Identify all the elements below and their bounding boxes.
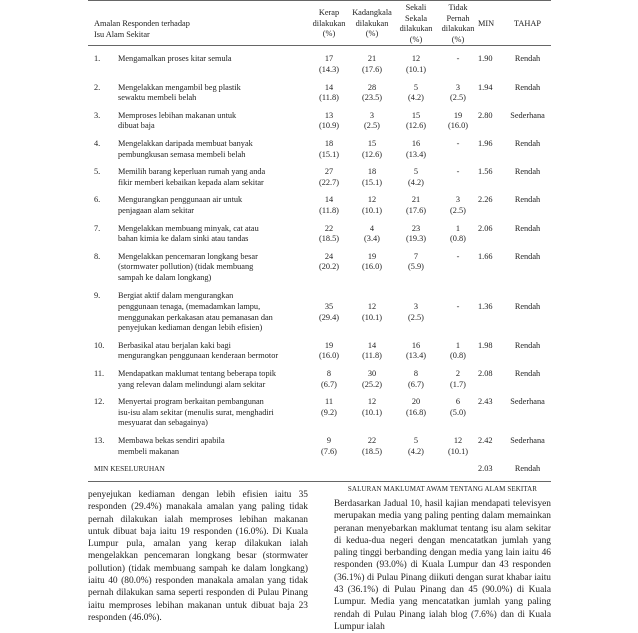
- cell-tidak-pernah: 2 (1.7): [450, 369, 466, 389]
- cell-sekali-sekala: 5 (4.2): [408, 167, 424, 187]
- cell-tahap: Rendah: [514, 138, 541, 148]
- cell-min: 2.08: [478, 369, 493, 379]
- left-paragraph: penyejukan kediaman dengan lebih efisien iaitu 35 responden (29.4%) manakala amalan yang paling tidak pernah dilakukan ialah memproses lebihan makanan untuk dibuat baja iaitu 19 responden (16.0%). Di Kuala Lumpur pula, amalan yang kerap dilakukan ialah mengelakkan pencemaran longkang besar (stormwater pollution) (tidak membuang sampah ke dalam longkang) iaitu 40 (80.0%) responden manakala amalan yang tidak pernah dilakukan sama seperti responden di Pulau Pinang iaitu memproses lebihan makanan untuk dibuat baja 23 responden (46.0%).: [88, 490, 308, 623]
- cell-tahap: Rendah: [514, 195, 541, 205]
- row-item: Mengamalkan proses kitar semula: [118, 54, 232, 64]
- header-tahap: TAHAP: [504, 1, 551, 46]
- header-tidak-pernah: Tidak Pernah dilakukan (%): [438, 1, 478, 46]
- results-table: [88, 0, 551, 482]
- cell-tahap: Rendah: [514, 82, 541, 92]
- cell-tidak-pernah: -: [456, 138, 460, 148]
- cell-min: 1.66: [478, 251, 493, 261]
- cell-sekali-sekala: 5 (4.2): [408, 82, 424, 103]
- cell-min: 1.56: [478, 167, 493, 177]
- cell-sekali-sekala: 21 (17.6): [405, 195, 427, 215]
- section-heading: SALURAN MAKLUMAT AWAM TENTANG ALAM SEKITAR: [347, 485, 538, 493]
- cell-min: 2.80: [478, 110, 493, 120]
- cell-kadangkala: 14 (11.8): [362, 340, 382, 361]
- cell-min: 2.43: [478, 397, 493, 407]
- cell-kadangkala: 12 (10.1): [361, 195, 383, 215]
- cell-tidak-pernah: -: [456, 251, 460, 261]
- row-number: 13.: [94, 436, 105, 445]
- table-row: [88, 248, 551, 287]
- cell-kerap: 35 (29.4): [318, 302, 340, 322]
- row-number: 11.: [94, 369, 105, 379]
- cell-min: 1.36: [478, 302, 493, 312]
- cell-kadangkala: 19 (16.0): [361, 251, 383, 272]
- cell-tahap: Rendah: [514, 54, 541, 64]
- header-kadangkala: Kadangkala dilakukan (%): [350, 1, 394, 46]
- cell-min: 1.90: [478, 54, 493, 64]
- cell-kadangkala: 18 (15.1): [361, 167, 383, 187]
- row-item: Berbasikal atau berjalan kaki bagi mengurangkan penggunaan kenderaan bermotor: [118, 340, 279, 361]
- cell-kerap: 17 (14.3): [318, 54, 340, 74]
- cell-sekali-sekala: 20 (16.8): [405, 397, 427, 417]
- table-row: [88, 163, 551, 191]
- cell-tahap: Rendah: [514, 340, 541, 350]
- table-row: [88, 393, 551, 432]
- row-number: 7.: [94, 223, 101, 233]
- row-number: 8.: [94, 251, 101, 261]
- cell-min: 1.94: [478, 82, 493, 92]
- table-row: [88, 107, 551, 135]
- cell-tahap: Sederhana: [510, 397, 545, 407]
- row-number: 12.: [94, 397, 105, 407]
- cell-tahap: Rendah: [514, 167, 541, 177]
- cell-tidak-pernah: 3 (2.5): [450, 82, 466, 103]
- row-number: 10.: [94, 340, 105, 350]
- row-number: 9.: [94, 291, 101, 301]
- total-tahap: Rendah: [504, 460, 551, 481]
- header-sekali-sekala: Sekali Sekala dilakukan (%): [394, 1, 438, 46]
- table-row: [88, 50, 551, 78]
- row-item: Mengelakkan mengambil beg plastik sewaktu membeli belah: [118, 82, 241, 103]
- cell-tahap: Sederhana: [510, 110, 545, 120]
- cell-kadangkala: 12 (10.1): [361, 397, 383, 417]
- cell-kadangkala: 3 (2.5): [364, 110, 380, 131]
- cell-kadangkala: 21 (17.6): [361, 54, 383, 74]
- table-row: [88, 337, 551, 365]
- body-text-right: [334, 498, 551, 633]
- row-item: Membawa bekas sendiri apabila membeli makanan: [118, 436, 225, 456]
- cell-tidak-pernah: 19 (16.0): [447, 110, 469, 131]
- row-item: Mendapatkan maklumat tentang beberapa topik yang relevan dalam melindungi alam sekitar: [118, 369, 277, 389]
- cell-kadangkala: 30 (25.2): [361, 369, 383, 389]
- cell-sekali-sekala: 3 (2.5): [408, 302, 424, 322]
- cell-kerap: 13 (10.9): [318, 110, 340, 131]
- cell-kadangkala: 4 (3.4): [364, 223, 380, 244]
- row-number: 4.: [94, 138, 101, 148]
- cell-tahap: Sederhana: [510, 436, 545, 445]
- row-item: Mengelakkan pencemaran longkang besar (stormwater pollution) (tidak membuang sampah ke dalam longkang): [118, 251, 258, 282]
- row-number: 5.: [94, 167, 101, 177]
- cell-sekali-sekala: 12 (10.1): [405, 54, 427, 74]
- cell-kerap: 14 (11.8): [319, 82, 339, 103]
- cell-kerap: 14 (11.8): [319, 195, 339, 215]
- cell-min: 1.98: [478, 340, 493, 350]
- table-row: [88, 432, 551, 460]
- cell-sekali-sekala: 8 (6.7): [408, 369, 424, 389]
- row-number: 6.: [94, 195, 101, 205]
- total-label: MIN KESELURUHAN: [88, 460, 478, 481]
- table-row: [88, 135, 551, 163]
- cell-tidak-pernah: 12 (10.1): [447, 436, 469, 456]
- right-paragraph: Berdasarkan Jadual 10, hasil kajian mendapati televisyen merupakan media yang paling penting dalam memainkan peranan menyebarkan maklumat tentang isu alam sekitar di kedua-dua negeri dengan mencatatkan jumlah yang paling tinggi berbanding dengan media yang lain iaitu 46 responden (93.0%) di Kuala Lumpur dan 43 responden (36.1%) di Pulau Pinang diikuti dengan surat khabar iaitu 43 (36.1%) di Pulau Pinang dan 45 (90.0%) di Kuala Lumpur. Media yang mencatatkan jumlah yang paling rendah di Pulau Pinang ialah blog (7.6%) dan di Kuala Lumpur ialah: [334, 499, 551, 632]
- cell-tidak-pernah: 1 (0.8): [450, 223, 466, 244]
- total-min: 2.03: [478, 460, 504, 481]
- cell-sekali-sekala: 7 (5.9): [408, 251, 424, 272]
- cell-kadangkala: 28 (23.5): [361, 82, 383, 103]
- row-number: 3.: [94, 110, 101, 120]
- cell-kerap: 9 (7.6): [321, 436, 337, 456]
- cell-sekali-sekala: 5 (4.2): [408, 436, 424, 456]
- cell-tidak-pernah: 6 (5.0): [450, 397, 466, 417]
- cell-tahap: Rendah: [514, 251, 541, 261]
- row-item: Mengelakkan daripada membuat banyak pembungkusan semasa membeli belah: [118, 138, 253, 159]
- cell-tahap: Rendah: [514, 369, 541, 379]
- cell-kadangkala: 22 (18.5): [361, 436, 383, 456]
- body-text-left: [88, 489, 308, 624]
- cell-kerap: 11 (9.2): [321, 397, 337, 417]
- cell-kadangkala: 15 (12.6): [361, 138, 383, 159]
- table-header-row: [88, 1, 551, 46]
- row-item: Bergiat aktif dalam mengurangkan penggunaan tenaga, (memadamkan lampu, menggunakan perkakasan atau pemanasan dan penyejukan kediaman dengan lebih efisien): [118, 291, 273, 333]
- cell-kerap: 19 (16.0): [318, 340, 340, 361]
- cell-min: 2.26: [478, 195, 493, 205]
- header-min: MIN: [478, 1, 504, 46]
- cell-min: 1.96: [478, 138, 493, 148]
- cell-sekali-sekala: 15 (12.6): [405, 110, 427, 131]
- cell-tidak-pernah: -: [456, 167, 460, 177]
- cell-kerap: 8 (6.7): [321, 369, 337, 389]
- cell-tidak-pernah: 3 (2.5): [450, 195, 466, 215]
- table-row: [88, 79, 551, 107]
- row-item: Mengelakkan membuang minyak, cat atau bahan kimia ke dalam sinki atau tandas: [118, 223, 259, 244]
- table-row: [88, 220, 551, 248]
- table-row: [88, 365, 551, 393]
- row-item: Memilih barang keperluan rumah yang anda fikir memberi kebaikan kepada alam sekitar: [118, 167, 266, 187]
- cell-tidak-pernah: -: [456, 54, 460, 64]
- cell-kerap: 24 (20.2): [318, 251, 340, 272]
- cell-kerap: 18 (15.1): [318, 138, 340, 159]
- header-kerap: Kerap dilakukan (%): [308, 1, 350, 46]
- cell-kerap: 22 (18.5): [318, 223, 340, 244]
- row-number: 2.: [94, 82, 101, 92]
- cell-sekali-sekala: 23 (19.3): [405, 223, 427, 244]
- header-amalan: Amalan Responden terhadap Isu Alam Sekitar: [88, 1, 308, 46]
- row-item: Menyertai program berkaitan pembangunan isu-isu alam sekitar (menulis surat, menghadiri mesyuarat dan sebagainya): [118, 397, 274, 428]
- cell-tahap: Rendah: [514, 223, 541, 233]
- cell-tidak-pernah: 1 (0.8): [450, 340, 466, 361]
- cell-min: 2.42: [478, 436, 493, 445]
- cell-tahap: Rendah: [514, 302, 541, 312]
- cell-kerap: 27 (22.7): [318, 167, 340, 187]
- cell-kadangkala: 12 (10.1): [361, 302, 383, 322]
- row-item: Memproses lebihan makanan untuk dibuat baja: [118, 110, 237, 131]
- table-body: [88, 46, 551, 481]
- total-row: [88, 460, 551, 481]
- table-row: [88, 191, 551, 219]
- row-number: 1.: [94, 54, 101, 64]
- cell-sekali-sekala: 16 (13.4): [405, 340, 427, 361]
- table-row: [88, 286, 551, 336]
- cell-sekali-sekala: 16 (13.4): [405, 138, 427, 159]
- cell-tidak-pernah: -: [456, 302, 460, 312]
- cell-min: 2.06: [478, 223, 493, 233]
- row-item: Mengurangkan penggunaan air untuk penjagaan alam sekitar: [118, 195, 243, 215]
